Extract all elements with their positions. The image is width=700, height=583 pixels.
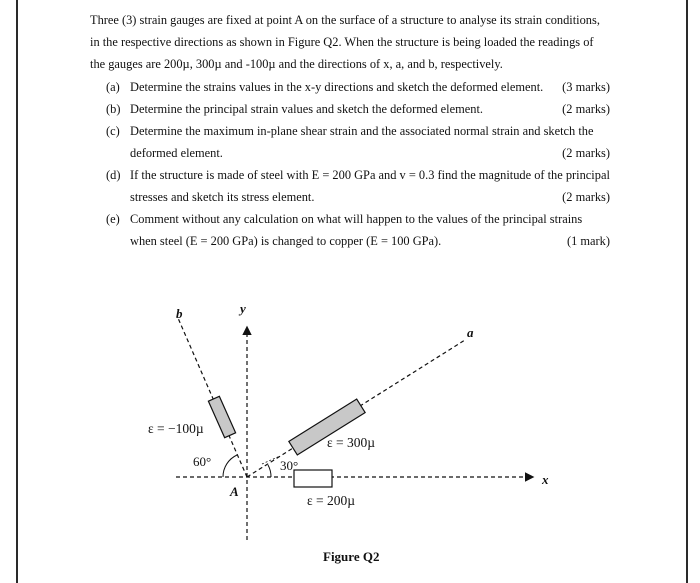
part-e-marks: (1 mark): [566, 234, 610, 248]
a-axis-label: a: [467, 325, 474, 340]
part-d-text-line-1: If the structure is made of steel with E = 200 GPa and v = 0.3 find the magnitude of the principal: [130, 168, 610, 182]
part-d-text-line-2: stresses and sketch its stress element.: [130, 190, 315, 204]
intro-line-2: in the respective directions as shown in Figure Q2. When the structure is being loaded the readings of: [90, 35, 594, 49]
angle-60-arc: [223, 455, 237, 477]
intro-line-1: Three (3) strain gauges are fixed at point A on the surface of a structure to analyse its strain conditions,: [90, 13, 600, 27]
angle-30-label: 30°: [280, 458, 299, 473]
part-d-marks: (2 marks): [562, 190, 610, 204]
gauge-b-label: ε = −100µ: [148, 421, 204, 436]
part-e-text-line-1: Comment without any calculation on what will happen to the values of the principal strains: [130, 212, 583, 226]
part-a-marks: (3 marks): [562, 80, 610, 94]
y-axis-label: y: [240, 301, 246, 316]
gauge-b: [208, 396, 235, 437]
part-c-text-line-1: Determine the maximum in-plane shear strain and the associated normal strain and sketch the: [130, 124, 594, 138]
part-a-label: (a): [106, 80, 120, 94]
part-c-text-line-2: deformed element.: [130, 146, 223, 160]
x-axis-label: x: [542, 472, 549, 487]
part-b-label: (b): [106, 102, 121, 116]
part-a-text: Determine the strains values in the x-y directions and sketch the deformed element.: [130, 80, 544, 94]
gauge-a-label: ε = 300µ: [327, 435, 376, 450]
b-axis-label: b: [176, 306, 183, 321]
part-d-label: (d): [106, 168, 121, 182]
part-c-marks: (2 marks): [562, 146, 610, 160]
gauge-x-label: ε = 200µ: [307, 493, 356, 508]
angle-30-arc: [268, 465, 271, 477]
part-b-marks: (2 marks): [562, 102, 610, 116]
intro-line-3: the gauges are 200µ, 300µ and -100µ and the directions of x, a, and b, respectively.: [90, 57, 503, 71]
angle-30-leader: [262, 456, 280, 464]
figure-caption: Figure Q2: [323, 549, 380, 564]
part-c-label: (c): [106, 124, 120, 138]
point-a-label: A: [230, 484, 239, 499]
part-b-text: Determine the principal strain values and sketch the deformed element.: [130, 102, 483, 116]
part-e-label: (e): [106, 212, 120, 226]
gauge-x: [294, 470, 332, 487]
b-axis-line: [178, 318, 247, 477]
angle-60-label: 60°: [193, 454, 212, 469]
part-e-text-line-2: when steel (E = 200 GPa) is changed to copper (E = 100 GPa).: [130, 234, 442, 248]
